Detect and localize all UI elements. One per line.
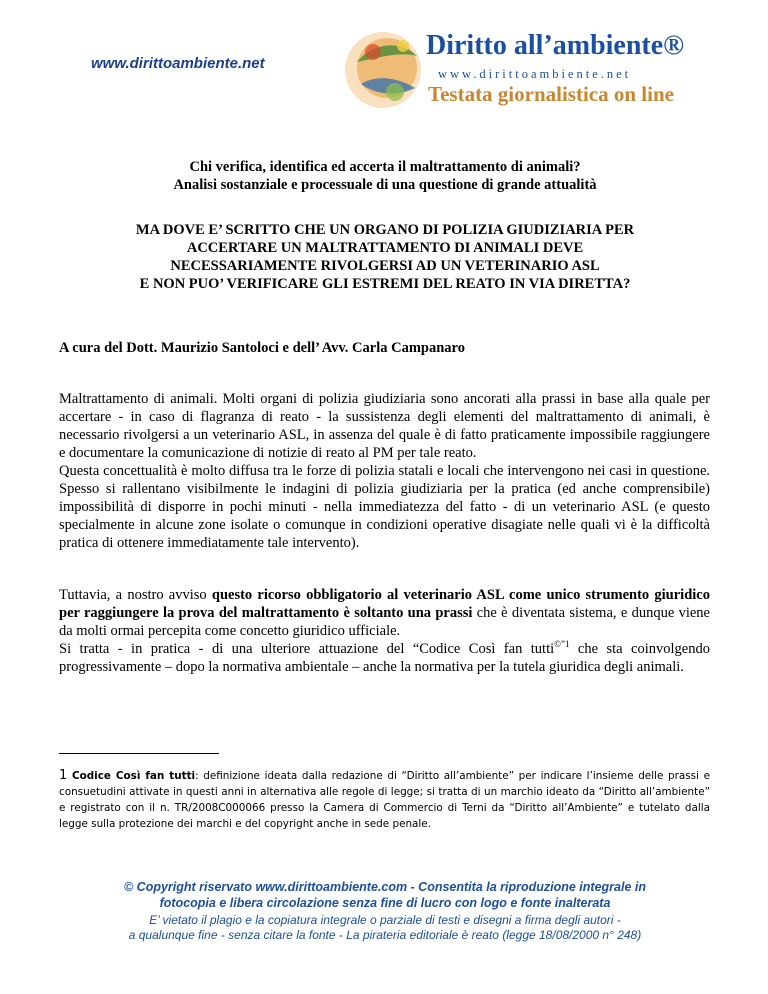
logo-title: Diritto all’ambiente® bbox=[426, 30, 685, 61]
paragraph-4-end: che sta coinvolgendo progressivamente – dopo la normativa ambientale – anche la normativa per la tutela giuridica degli animali. bbox=[59, 641, 710, 675]
byline: A cura del Dott. Maurizio Santoloci e dell’ Avv. Carla Campanaro bbox=[59, 340, 465, 356]
paragraph-1: Maltrattamento di animali. Molti organi di polizia giudiziaria sono ancorati alla prassi in base alla quale per accertare - in caso di flagranza di reato - la sussistenza degli elementi del maltrattamento di animali, è necessario rivolgersi a un veterinario ASL, in assenza del quale è di fatto praticamente impossibile raggiungere e documentare la comunicazione di notizie di reato al PM per tale reato. bbox=[59, 391, 710, 461]
paragraph-3-bold: questo ricorso obbligatorio al veterinario ASL come unico strumento giuridico per raggiungere la prova del maltrattamento è soltanto una prassi bbox=[59, 587, 710, 621]
question-line-4: E NON PUO’ VERIFICARE GLI ESTREMI DEL REATO IN VIA DIRETTA? bbox=[139, 276, 631, 292]
title-line-1: Chi verifica, identifica ed accerta il maltrattamento di animali? bbox=[189, 159, 581, 175]
paragraph-3-start: Tuttavia, a nostro avviso bbox=[59, 587, 212, 603]
paragraph-2: Questa concettualità è molto diffusa tra le forze di polizia statali e locali che intervengono nei casi in questione. Spesso si rallentano visibilmente le indagini di polizia giudiziaria per la pratica (ed anche comprensibile) impossibilità di disporre in pochi minuti - nella immediatezza del fatto - di un veterinario ASL (e questo specialmente in alcune zone isolate o comunque in condizioni operative disagiate nelle quali vi è la difficoltà pratica di ottenere immediatamente tale intervento). bbox=[59, 463, 710, 551]
footnote-term: Codice Così fan tutti bbox=[71, 770, 196, 782]
copyright-line-4: a qualunque fine - senza citare la fonte - La pirateria editoriale è reato (legge 18/08/2000 n° 248) bbox=[128, 928, 642, 942]
paragraph-3 bbox=[59, 586, 710, 640]
copyright-line-3: E’ vietato il plagio e la copiatura integrale o parziale di testi e disegni a firma degli autori - bbox=[149, 913, 621, 927]
footnote-divider bbox=[59, 753, 219, 754]
paragraph-3-end: che è diventata sistema, e dunque viene da molti ormai percepita come concetto giuridico ufficiale. bbox=[59, 605, 710, 639]
body-block-2 bbox=[59, 586, 710, 676]
footnote-ref[interactable]: ©”1 bbox=[554, 639, 570, 650]
paragraph-4 bbox=[59, 640, 710, 676]
paragraph-4-start: Si tratta - in pratica - di una ulteriore attuazione del “Codice Così fan tutti bbox=[59, 641, 555, 657]
copyright-line-1: © Copyright riservato www.dirittoambiente.com - Consentita la riproduzione integrale in bbox=[123, 880, 646, 894]
copyright-line-2: fotocopia e libera circolazione senza fine di lucro con logo e fonte inalterata bbox=[159, 896, 611, 910]
footnote-number: 1 bbox=[59, 768, 68, 783]
logo-globe-icon bbox=[343, 22, 433, 117]
footnote bbox=[59, 768, 710, 832]
logo-url: www.dirittoambiente.net bbox=[438, 67, 632, 81]
header-site-url[interactable]: www.dirittoambiente.net bbox=[91, 55, 265, 72]
footnote-text: : definizione ideata dalla redazione di “Diritto all’ambiente” per indicare l’insieme delle prassi e consuetudini attivate in questi anni in alternativa alle regole di legge; si tratta di un marchio ideato da “Diritto all’ambiente” e registrato con il n. TR/2008C000066 presso la Camera di Commercio di Terni da “Diritto all’Ambiente” e tutelato dalla legge sulla protezione dei marchi e del copyright anche in sede penale. bbox=[59, 770, 710, 830]
masthead-logo bbox=[343, 22, 728, 117]
title-line-2: Analisi sostanziale e processuale di una questione di grande attualità bbox=[173, 177, 597, 193]
logo-tagline: Testata giornalistica on line bbox=[428, 82, 674, 106]
question-line-1: MA DOVE E’ SCRITTO CHE UN ORGANO DI POLIZIA GIUDIZIARIA PER bbox=[135, 222, 635, 238]
question-line-3: NECESSARIAMENTE RIVOLGERSI AD UN VETERINARIO ASL bbox=[170, 258, 600, 274]
body-block-1 bbox=[59, 390, 710, 552]
question-line-2: ACCERTARE UN MALTRATTAMENTO DI ANIMALI DEVE bbox=[186, 240, 584, 256]
